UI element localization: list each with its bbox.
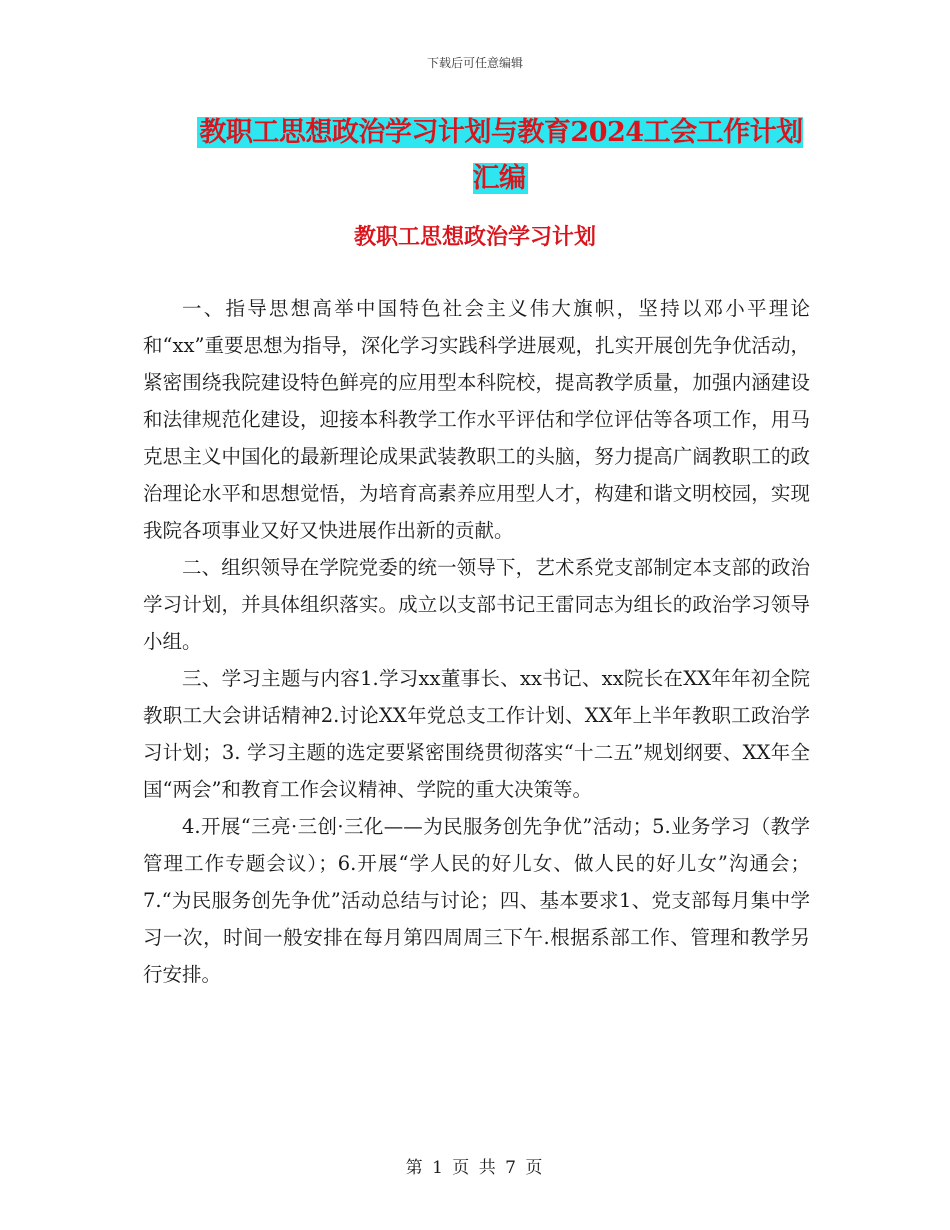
paragraph-study-topics: 三、学习主题与内容1.学习xx董事长、xx书记、xx院长在XX年年初全院教职工大会讲话精神2.讨论XX年党总支工作计划、XX年上半年教职工政治学习计划；3. 学习主题的选定要紧密围绕贯彻落实“十二五”规划纲要、XX年全国“两会”和教育工作会议精神、学院的重大决策等。 [143,667,810,801]
paragraph-activities-requirements: 4.开展“三亮·三创·三化——为民服务创先争优”活动；5.业务学习（教学管理工作专题会议）；6.开展“学人民的好儿女、做人民的好儿女”沟通会；7.“为民服务创先争优”活动总结与讨论；四、基本要求1、党支部每月集中学习一次，时间一般安排在每月第四周周三下午.根据系部工作、管理和教学另行安排。 [143,815,810,986]
paragraph-organization: 二、组织领导在学院党委的统一领导下，艺术系党支部制定本支部的政治学习计划，并具体组织落实。成立以支部书记王雷同志为组长的政治学习领导小组。 [143,556,810,653]
section-title: 教职工思想政治学习计划 [353,224,596,250]
page-header-note: 下载后可任意编辑 [426,56,523,70]
paragraph-guiding-ideology: 一、指导思想高举中国特色社会主义伟大旗帜，坚持以邓小平理论和“xx”重要思想为指导，深化学习实践科学进展观，扎实开展创先争优活动，紧密围绕我院建设特色鲜亮的应用型本科院校，提高教学质量，加强内涵建设和法律规范化建设，迎接本科教学工作水平评估和学位评估等各项工作，用马克思主义中国化的最新理论成果武装教职工的头脑，努力提高广阔教职工的政治理论水平和思想觉悟，为培育高素养应用型人才，构建和谐文明校园，实现我院各项事业又好又快进展作出新的贡献。 [143,297,810,542]
document-title-text: 教职工思想政治学习计划与教育2024工会工作计划汇编 [199,117,803,194]
document-title [188,110,812,202]
document-body [143,290,810,993]
page-number-footer: 第 1 页 共 7 页 [405,1158,545,1178]
